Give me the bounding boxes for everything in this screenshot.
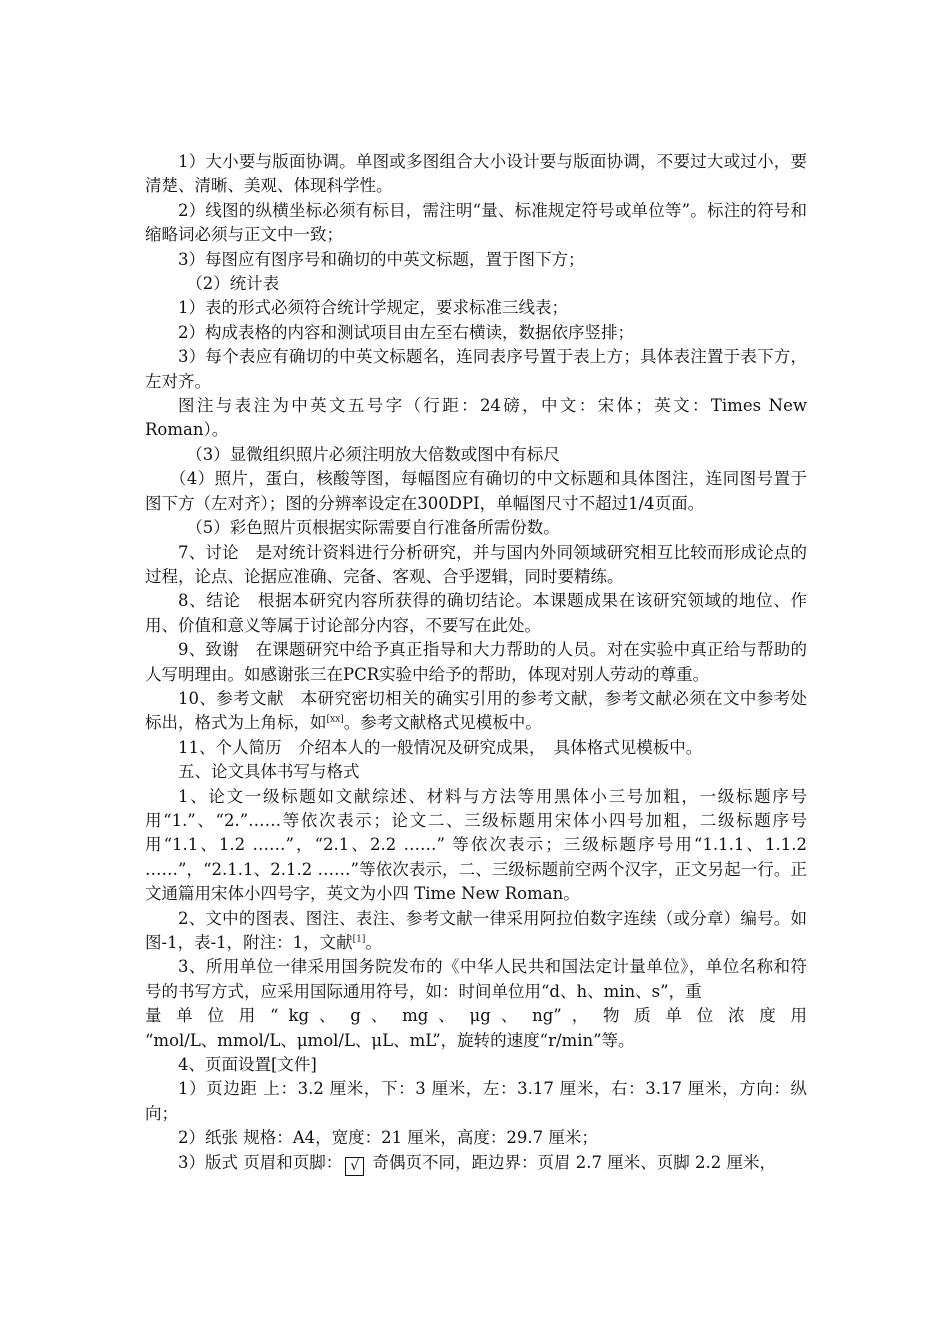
paragraph-page-setup: 4、页面设置[文件] [178, 1055, 317, 1075]
numbering-superscript: [1] [352, 934, 366, 945]
references-text-end: 。参考文献格式见模板中。 [343, 713, 542, 733]
heading-stat-table: （2）统计表 [186, 274, 280, 294]
paragraph-color-photo: （5）彩色照片页根据实际需要自行准备所需份数。 [186, 518, 560, 538]
paragraph-units-end: “mol/L、mmol/L、μmol/L、μL、mL”，旋转的速度“r/min”等。 [145, 1030, 635, 1050]
layout-text-end: 奇偶页不同，距边界：页眉 2.7 厘米、页脚 2.2 厘米， [367, 1152, 776, 1172]
paragraph-table-form: 1）表的形式必须符合统计学规定，要求标准三线表； [178, 298, 568, 318]
references-text: 10、参考文献 本研究密切相关的确实引用的参考文献，参考文献必须在文中参考处标出，格式为上角标，如 [145, 688, 807, 733]
document-body [145, 150, 807, 1176]
paragraph-fig-size: 1）大小要与版面协调。单图或多图组合大小设计要与版面协调，不要过大或过小，要清楚、清晰、美观、体现科学性。 [145, 152, 807, 196]
paragraph-discussion: 7、讨论 是对统计资料进行分析研究，并与国内外同领域研究相互比较而形成论点的过程，论点、论据应准确、完备、客观、合乎逻辑，同时要精练。 [145, 542, 807, 586]
paragraph-acknowledgement: 9、致谢 在课题研究中给予真正指导和大力帮助的人员。对在实验中真正给与帮助的人写明理由。如感谢张三在PCR实验中给予的帮助，体现对别人劳动的尊重。 [145, 640, 807, 684]
paragraph-table-title: 3）每个表应有确切的中英文标题名，连同表序号置于表上方；具体表注置于表下方，左对齐。 [145, 347, 807, 391]
numbering-text: 2、文中的图表、图注、表注、参考文献一律采用阿拉伯数字连续（或分章）编号。如图-1，表-1，附注：1，文献 [145, 908, 807, 952]
paragraph-units [145, 955, 807, 1004]
section-heading-format: 五、论文具体书写与格式 [178, 762, 360, 782]
reference-superscript: [xx] [326, 714, 344, 725]
paragraph-table-content: 2）构成表格的内容和测试项目由左至右横读，数据依序竖排； [178, 322, 634, 342]
paragraph-micrograph: （3）显微组织照片必须注明放大倍数或图中有标尺 [186, 444, 560, 464]
paragraph-fig-axis: 2）线图的纵横坐标必须有标目，需注明“量、标准规定符号或单位等”。标注的符号和缩略词必须与正文中一致； [145, 200, 807, 245]
paragraph-references [145, 687, 807, 736]
paragraph-paper: 2）纸张 规格：A4，宽度：21 厘米，高度：29.7 厘米； [178, 1128, 598, 1148]
paragraph-heading-levels: 1、论文一级标题如文献综述、材料与方法等用黑体小三号加粗，一级标题序号用“1.”、“2.”……等依次表示；论文二、三级标题用宋体小四号加粗，二级标题序号用“1.1、1.2 ……”，“2.1、2.2 ……” 等依次表示；三级标题序号用“1.1.1、1.1.2 ……”，“2.1.1、2.1.2 ……”等依次表示，二、三级标题前空两个汉字，正文另起一行。正文通篇用宋体小四号字，英文为小四 Time New Roman。 [145, 786, 807, 904]
paragraph-units-spaced: 量 单 位 用 “ kg 、 g 、 mg 、 μg 、 ng” ， 物 质 单 位 浓 度 用 [145, 1006, 807, 1026]
paragraph-resume: 11、个人简历 介绍本人的一般情况及研究成果， 具体格式见模板中。 [178, 737, 703, 757]
layout-text: 3）版式 页眉和页脚： [178, 1152, 343, 1172]
paragraph-conclusion: 8、结论 根据本研究内容所获得的确切结论。本课题成果在该研究领域的地位、作用、价值和意义等属于讨论部分内容，不要写在此处。 [145, 591, 807, 635]
paragraph-numbering [145, 907, 807, 956]
paragraph-margins: 1）页边距 上：3.2 厘米，下：3 厘米，左：3.17 厘米，右：3.17 厘米，方向：纵向； [145, 1079, 807, 1123]
paragraph-photo: （4）照片，蛋白，核酸等图，每幅图应有确切的中文标题和具体图注，连同图号置于图下方（左对齐）；图的分辨率设定在300DPI，单幅图尺寸不超过1/4页面。 [145, 469, 807, 513]
paragraph-fig-title: 3）每图应有图序号和确切的中英文标题，置于图下方； [178, 249, 585, 269]
odd-even-checkbox[interactable]: √ [345, 1157, 364, 1176]
numbering-text-end: 。 [365, 933, 382, 952]
paragraph-caption-font: 图注与表注为中英文五号字（行距：24磅，中文：宋体；英文：Times New Roman）。 [145, 396, 807, 440]
units-line-1: 3、所用单位一律采用国务院发布的《中华人民共和国法定计量单位》，单位名称和符号的书写方式，应采用国际通用符号，如：时间单位用“d、h、min、s”，重 [145, 957, 807, 1001]
paragraph-layout [145, 1151, 807, 1176]
